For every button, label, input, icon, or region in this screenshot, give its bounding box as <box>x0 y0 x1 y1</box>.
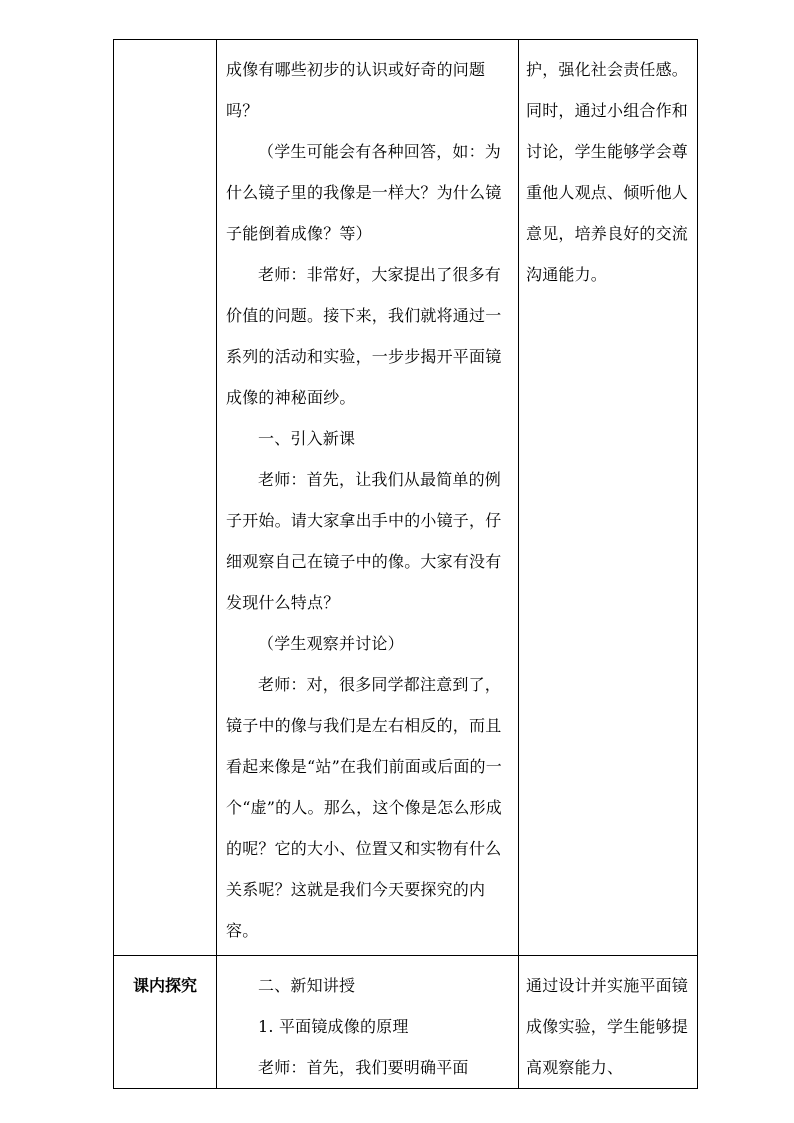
stage-label-cell <box>114 40 217 956</box>
paragraph: 老师：首先，我们要明确平面 <box>258 1058 469 1077</box>
subsection-heading: 1. 平面镜成像的原理 <box>258 1017 409 1036</box>
section-heading: 一、引入新课 <box>258 429 356 448</box>
paragraph: （学生可能会有各种回答，如：为什么镜子里的我像是一样大？为什么镜子能倒着成像？等） <box>226 142 502 243</box>
goal-cell <box>519 40 698 956</box>
paragraph: 老师：对，很多同学都注意到了，镜子中的像与我们是左右相反的，而且看起来像是“站”在我们前面或后面的一个“虚”的人。那么，这个像是怎么形成的呢？它的大小、位置又和实物有什么关系呢？这就是我们今天要探究的内容。 <box>226 675 502 940</box>
stage-label <box>114 40 216 49</box>
stage-label-cell <box>114 956 217 1089</box>
paragraph: 老师：首先，让我们从最简单的例子开始。请大家拿出手中的小镜子，仔细观察自己在镜子中的像。大家有没有发现什么特点？ <box>226 470 502 612</box>
paragraph: 老师：非常好，大家提出了很多有价值的问题。接下来，我们就将通过一系列的活动和实验，一步步揭开平面镜成像的神秘面纱。 <box>226 265 502 407</box>
table-row <box>114 956 698 1089</box>
activity-cell <box>217 40 519 956</box>
paragraph: 成像有哪些初步的认识或好奇的问题吗？ <box>226 60 486 120</box>
activity-cell <box>217 956 519 1089</box>
goal-content: 通过设计并实施平面镜成像实验，学生能够提高观察能力、 <box>526 976 689 1077</box>
activity-content <box>217 40 518 951</box>
goal-content: 护，强化社会责任感。同时，通过小组合作和讨论，学生能够学会尊重他人观点、倾听他人意见，培养良好的交流沟通能力。 <box>526 60 689 284</box>
paragraph: （学生观察并讨论） <box>258 634 404 653</box>
stage-label: 课内探究 <box>132 976 197 995</box>
goal-cell <box>519 956 698 1089</box>
activity-content <box>217 956 518 1088</box>
table-row <box>114 40 698 956</box>
section-heading: 二、新知讲授 <box>258 976 356 995</box>
lesson-plan-table <box>113 39 698 1089</box>
